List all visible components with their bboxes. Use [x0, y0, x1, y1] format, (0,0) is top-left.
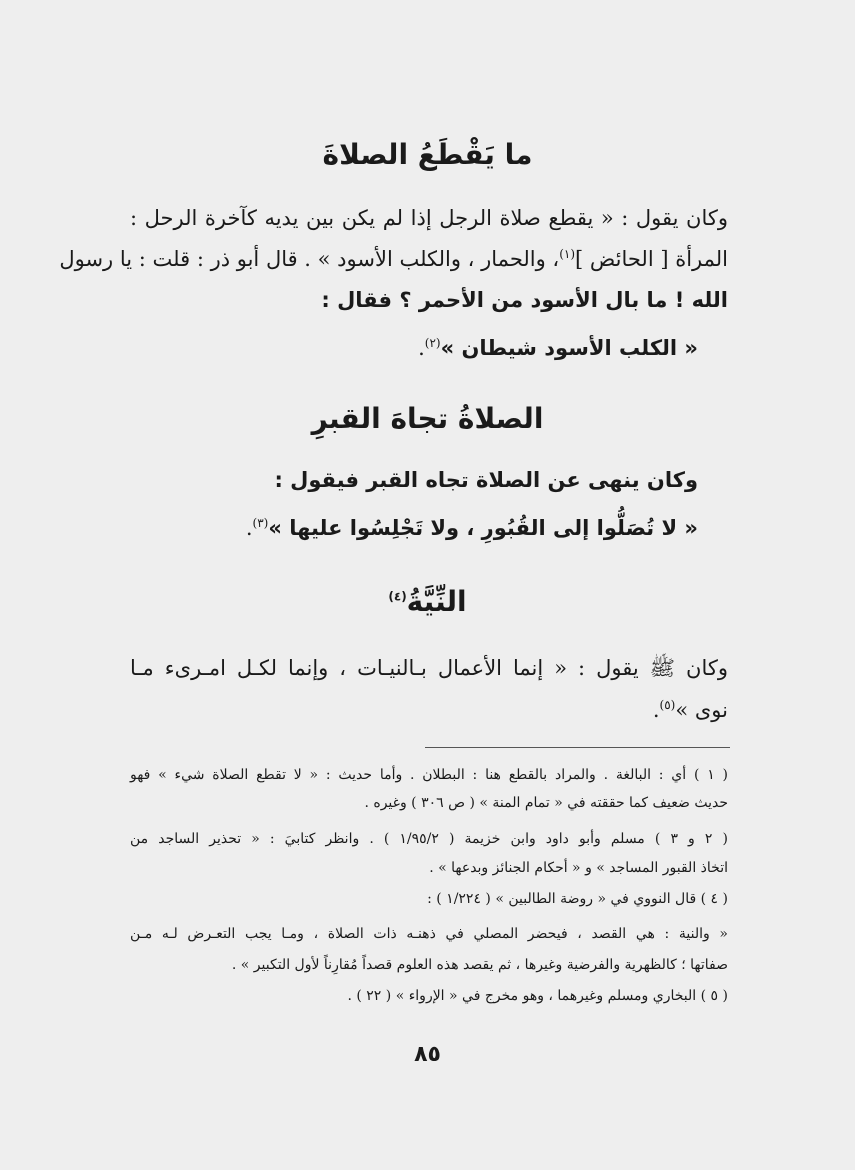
footnote-line: حديث ضعيف كما حققته في « تمام المنة » ( ص ٣٠٦ ) وغيره . [364, 795, 728, 811]
footnote-line: اتخاذ القبور المساجد » و « أحكام الجنائز وبدعها » . [429, 860, 728, 876]
footnote-line: ( ١ ) أي : البالغة . والمراد بالقطع هنا : البطلان . وأما حديث : « لا تقطع الصلاة شيء » فهو [130, 767, 728, 783]
heading-text: النِّيَّةُ [406, 585, 467, 618]
footnote-line: ( ٢ و ٣ ) مسلم وأبو داود وابن خزيمة ( ١/٩٥/٢ ) . وانظر كتابيَ : « تحذير الساجد من [130, 831, 728, 847]
punctuation: . [418, 336, 425, 360]
footnote-line: ( ٤ ) قال النووي في « روضة الطالبين » ( ١/٢٢٤ ) : [427, 891, 728, 907]
section-heading-intention [0, 585, 855, 618]
paragraph-line: وكان يقول : « يقطع صلاة الرجل إذا لم يكن بين يديه كآخرة الرحل : [130, 206, 728, 230]
footnote-separator [425, 747, 730, 748]
section-heading-grave: الصلاةُ تجاهَ القبرِ [311, 402, 544, 435]
paragraph-line: وكان ﷺ يقول : « إنما الأعمال بـالنيـات ، وإنما لكـل امـرىء مـا [130, 656, 728, 680]
punctuation: . [652, 698, 660, 722]
paragraph-line [130, 460, 698, 500]
quote-line [130, 328, 698, 368]
section-heading-interruption: ما يَقْطَعُ الصلاةَ [322, 138, 533, 171]
footnote-ref: (٥) [659, 698, 676, 712]
footnote-ref: (٤) [388, 589, 407, 604]
footnote-line: ( ٥ ) البخاري ومسلم وغيرهما ، وهو مخرج في « الإرواء » ( ٢٢ ) . [347, 988, 728, 1004]
paragraph-line [130, 690, 728, 730]
line-text: الله ! ما بال الأسود من الأحمر ؟ فقال : [321, 288, 728, 312]
footnote-ref: (٣) [252, 516, 269, 530]
line-text: نوى » [675, 698, 728, 722]
footnote-ref: (٢) [424, 336, 441, 350]
quote-text: « الكلب الأسود شيطان » [440, 336, 698, 360]
footnote-line: « والنية : هي القصد ، فيحضر المصلي في ذهنـه ذات الصلاة ، ومـا يجب التعـرض لـه مـن [130, 926, 728, 942]
footnote-line: صفاتها ؛ كالظهرية والفرضية وغيرها ، ثم يقصد هذه العلوم قصداً مُقارِناً لأول التكبير » . [231, 957, 728, 973]
paragraph-line [130, 280, 728, 320]
line-text: وكان ينهى عن الصلاة تجاه القبر فيقول : [274, 468, 698, 492]
line-text: ، والحمار ، والكلب الأسود » . قال أبو ذر : قلت : يا رسول [59, 247, 560, 271]
footnote-ref: (١) [559, 247, 576, 261]
quote-text: « لا تُصَلُّوا إلى القُبُورِ ، ولا تَجْلِسُوا عليها » [268, 516, 698, 540]
paragraph-line [59, 239, 728, 279]
quote-line [130, 508, 698, 548]
punctuation: . [245, 516, 253, 540]
line-text: المرأة [ الحائض ] [575, 247, 728, 271]
page-number: ٨٥ [414, 1042, 441, 1067]
